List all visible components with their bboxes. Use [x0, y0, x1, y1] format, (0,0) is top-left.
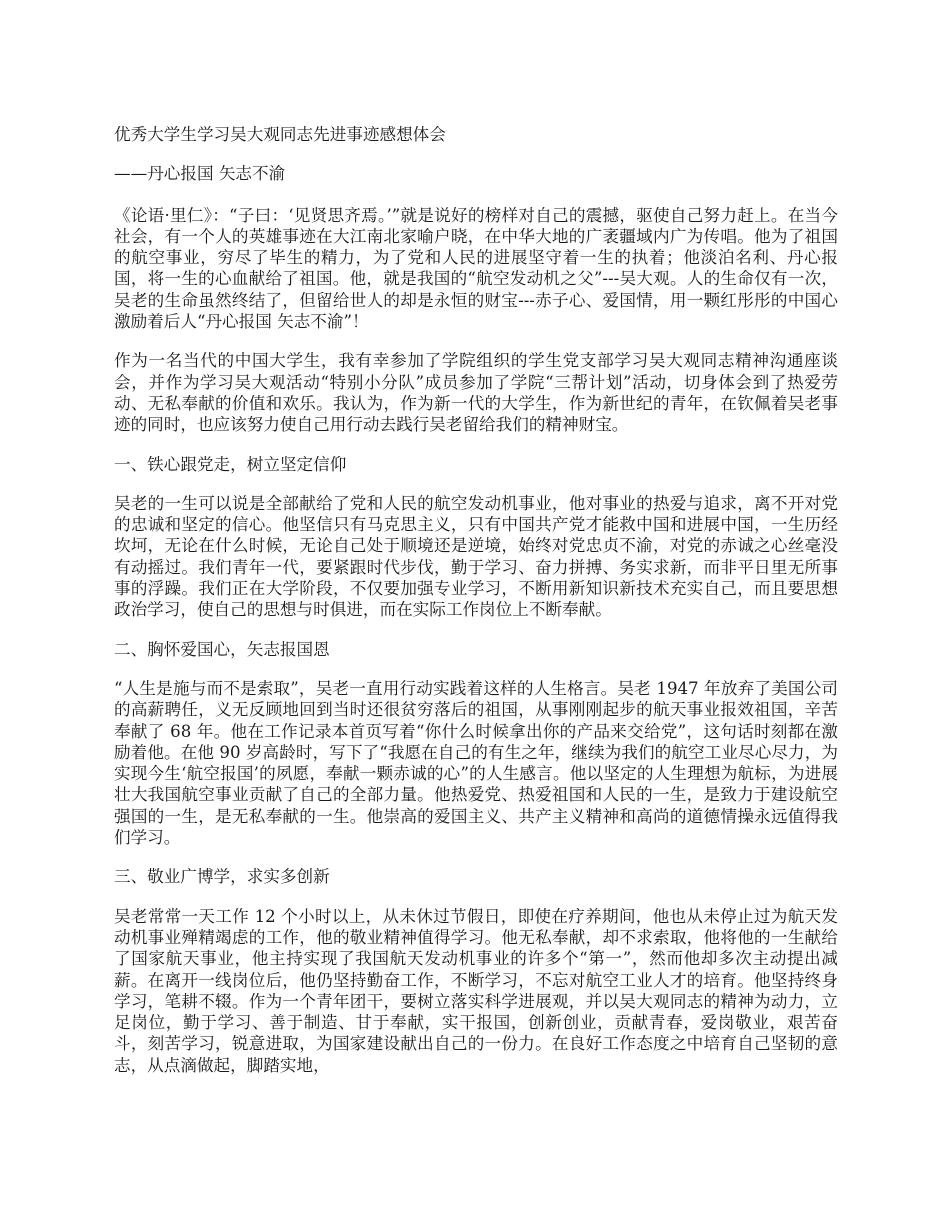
section-1-paragraph: 吴老的一生可以说是全部献给了党和人民的航空发动机事业，他对事业的热爱与追求，离不开对党的忠诚和坚定的信心。他坚信只有马克思主义，只有中国共产党才能救中国和进展中国，一生历经坎坷，无论在什么时候，无论自己处于顺境还是逆境，始终对党忠贞不渝，对党的赤诚之心丝毫没有动摇过。我们青年一代，要紧跟时代步伐，勤于学习、奋力拼搏、务实求新，而非平日里无所事事的浮躁。我们正在大学阶段，不仅要加强专业学习，不断用新知识新技术充实自己，而且要思想政治学习，使自己的思想与时俱进，而在实际工作岗位上不断奉献。: [114, 493, 838, 620]
intro-paragraph: 《论语·里仁》：“子曰：‘见贤思齐焉。’”就是说好的榜样对自己的震撼，驱使自己努力赶上。在当今社会，有一个人的英雄事迹在大江南北家喻户晓，在中华大地的广袤疆域内广为传唱。他为了祖国的航空事业，穷尽了毕生的精力，为了党和人民的进展坚守着一生的执着；他淡泊名利、丹心报国，将一生的心血献给了祖国。他，就是我国的“航空发动机之父”---吴大观。人的生命仅有一次，吴老的生命虽然终结了，但留给世人的却是永恒的财宝---赤子心、爱国情，用一颗红彤彤的中国心激励着后人“丹心报国 矢志不渝”！: [114, 205, 838, 332]
body-paragraph: 作为一名当代的中国大学生，我有幸参加了学院组织的学生党支部学习吴大观同志精神沟通座谈会，并作为学习吴大观活动“特别小分队”成员参加了学院“三帮计划”活动，切身体会到了热爱劳动、无私奉献的价值和欢乐。我认为，作为新一代的大学生，作为新世纪的青年，在钦佩着吴老事迹的同时，也应该努力使自己用行动去践行吴老留给我们的精神财宝。: [114, 351, 838, 435]
document-subtitle: ——丹心报国 矢志不渝: [114, 164, 286, 184]
document-title: 优秀大学生学习吴大观同志先进事迹感想体会: [114, 125, 446, 144]
section-2-paragraph: “人生是施与而不是索取”，吴老一直用行动实践着这样的人生格言。吴老 1947 年放弃了美国公司的高薪聘任，义无反顾地回到当时还很贫穷落后的祖国，从事刚刚起步的航天事业报效祖国，辛苦奉献了 68 年。他在工作记录本首页写着“你什么时候拿出你的产品来交给党”，这句话时刻都在激励着他。在他 90 岁高龄时，写下了“我愿在自己的有生之年，继续为我们的航空工业尽心尽力，为实现今生‘航空报国’的夙愿，奉献一颗赤诚的心”的人生感言。他以坚定的人生理想为航标，为进展壮大我国航空事业贡献了自己的全部力量。他热爱党、热爱祖国和人民的一生，是致力于建设航空强国的一生，是无私奉献的一生。他崇高的爱国主义、共产主义精神和高尚的道德情操永远值得我们学习。: [114, 678, 838, 848]
section-heading-3: 三、敬业广博学，求实多创新: [114, 867, 330, 887]
section-3-paragraph: 吴老常常一天工作 12 个小时以上，从未休过节假日，即使在疗养期间，他也从未停止过为航天发动机事业殚精竭虑的工作，他的敬业精神值得学习。他无私奉献，却不求索取，他将他的一生献给了国家航天事业，他主持实现了我国航天发动机事业的许多个“第一”，然而他却多次主动提出减薪。在离开一线岗位后，他仍坚持勤奋工作，不断学习，不忘对航空工业人才的培育。他坚持终身学习，笔耕不辍。作为一个青年团干，要树立落实科学进展观，并以吴大观同志的精神为动力，立足岗位，勤于学习、善于制造、甘于奉献，实干报国，创新创业，贡献青春，爱岗敬业，艰苦奋斗，刻苦学习，锐意进取，为国家建设献出自己的一份力。在良好工作态度之中培育自己坚韧的意志，从点滴做起，脚踏实地，: [114, 906, 838, 1075]
section-heading-2: 二、胸怀爱国心，矢志报国恩: [114, 639, 330, 659]
section-heading-1: 一、铁心跟党走，树立坚定信仰: [114, 454, 347, 474]
document-page: [114, 124, 838, 1094]
